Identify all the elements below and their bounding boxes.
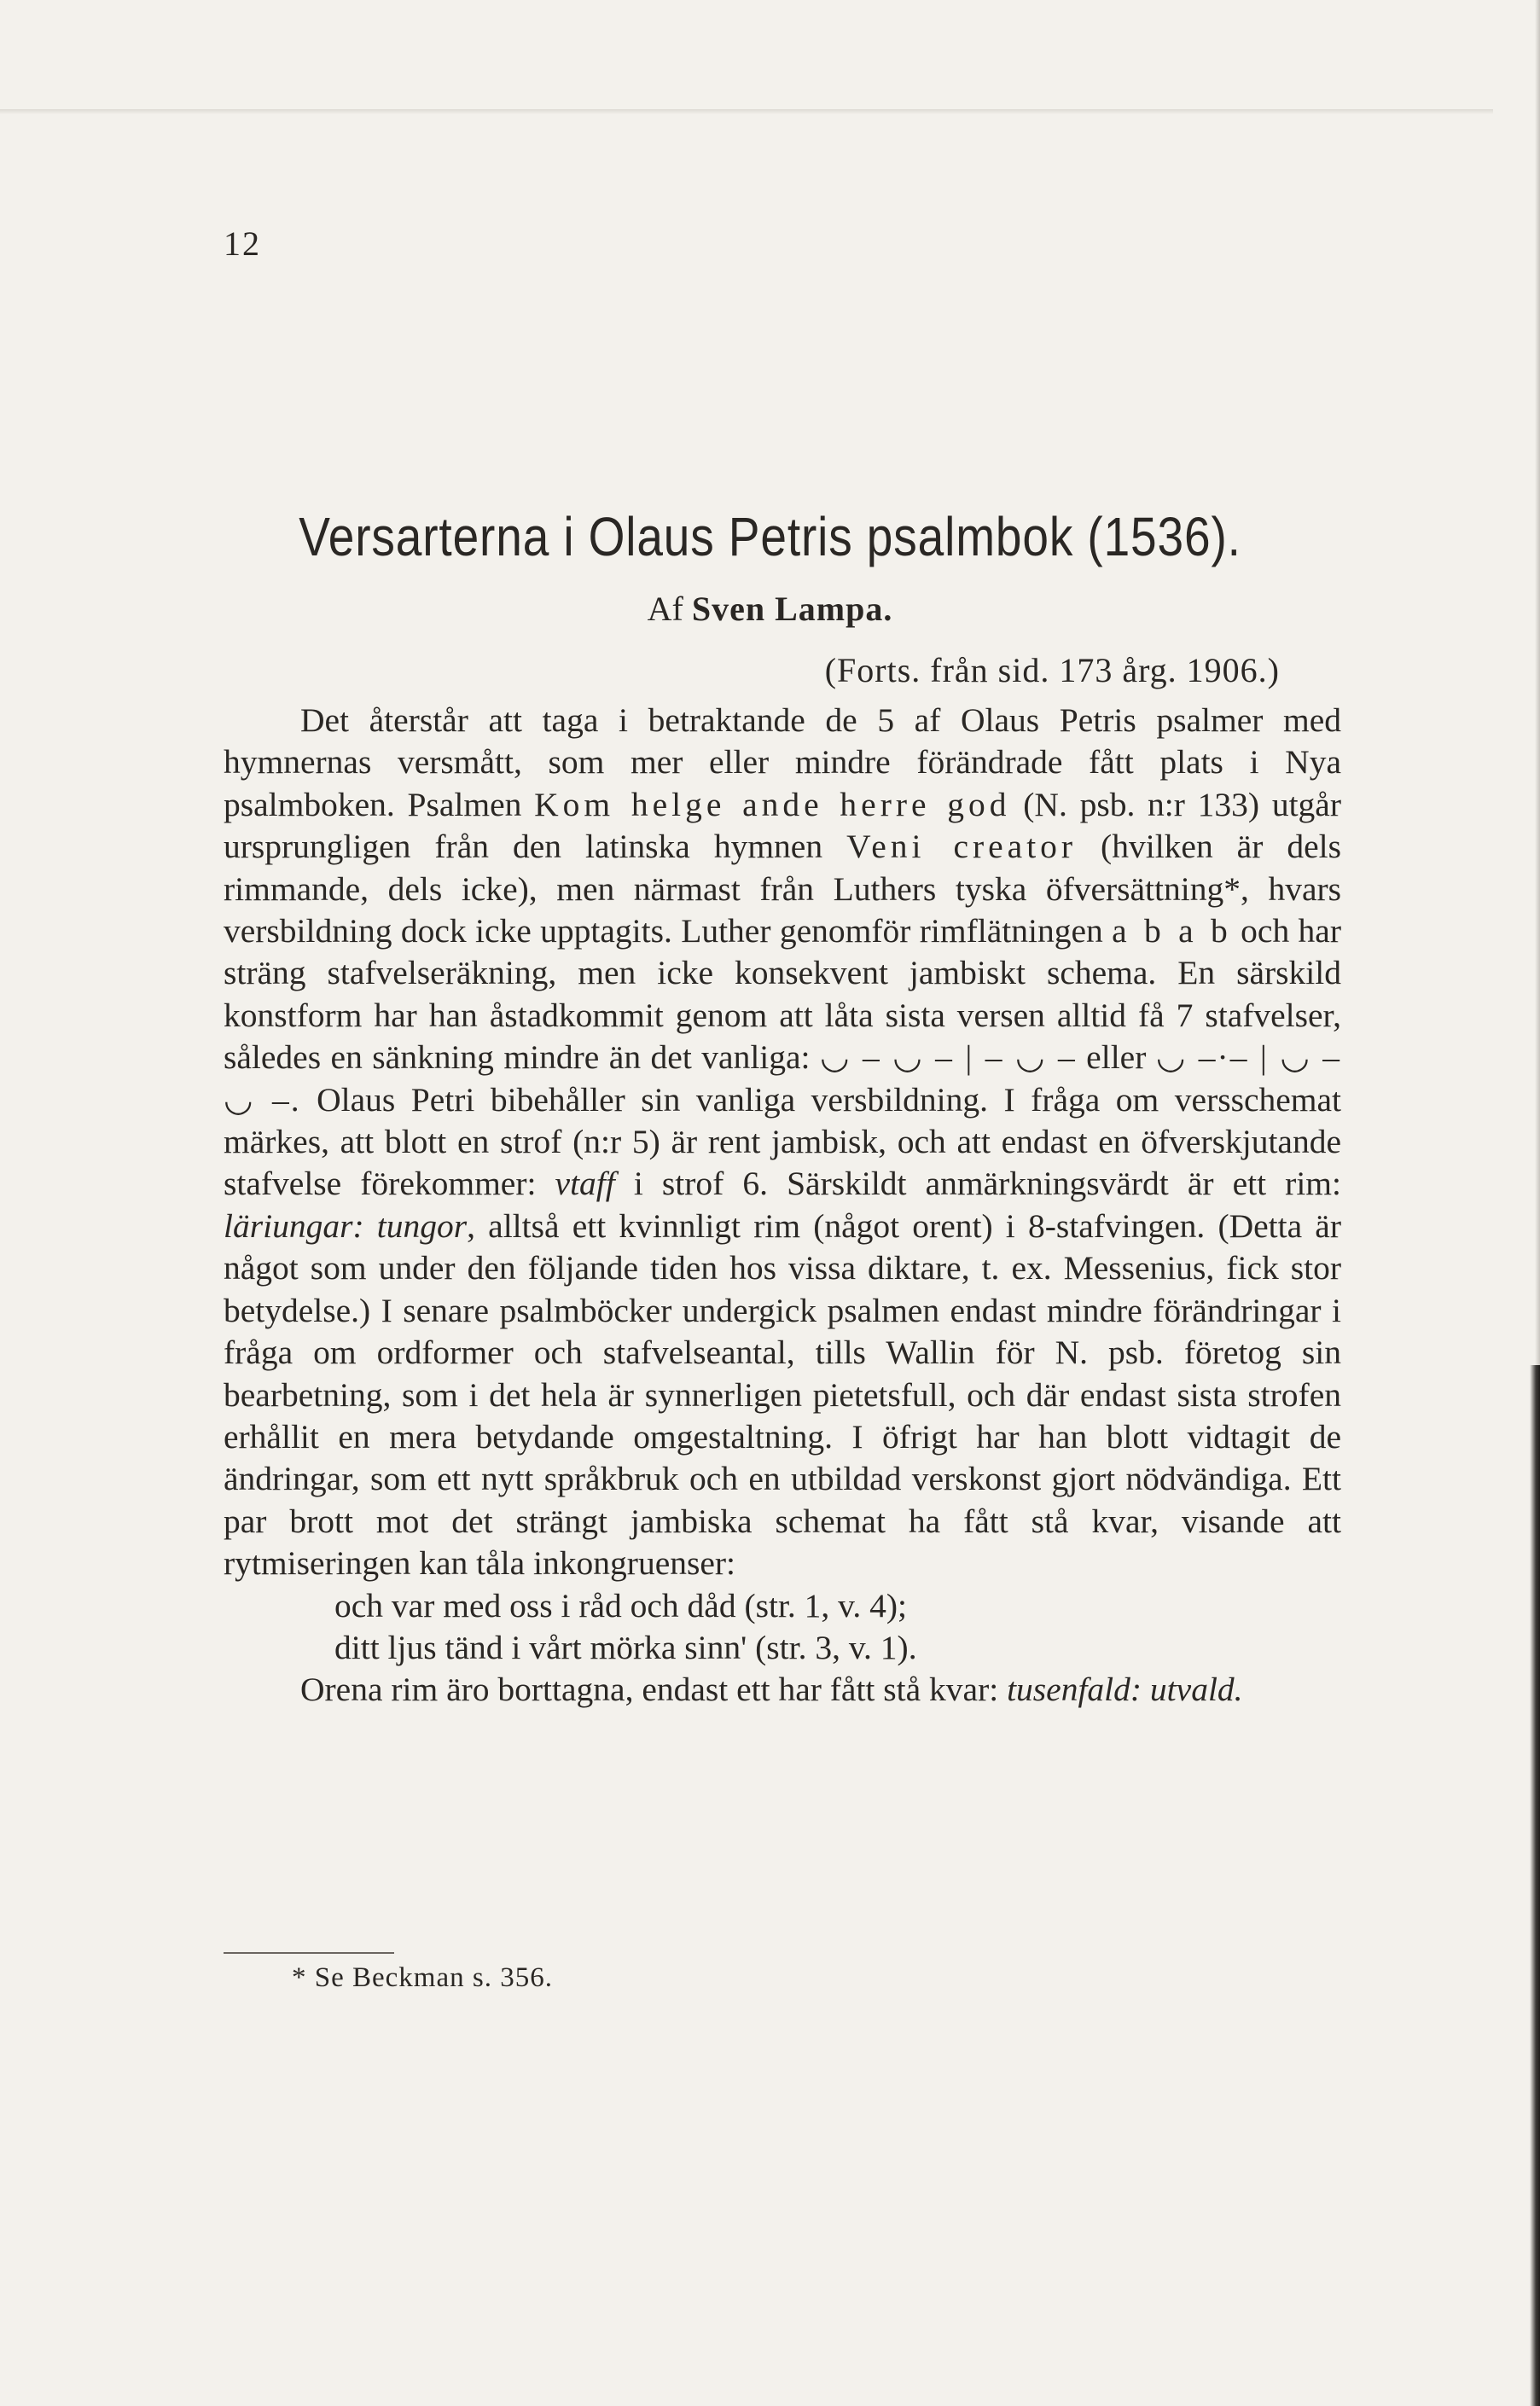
verse-line-1: och var med oss i råd och dåd (str. 1, v. 4); — [334, 1586, 907, 1624]
text-run: (hvilken är dels rimmande, dels icke), men närmast från Luthers tyska öfversättning*, hvars versbildning dock icke upptagits. Luther genomför rimflätningen — [224, 828, 1341, 950]
example-word-vtaff: vtaff — [555, 1165, 615, 1203]
paragraph-2 — [224, 1669, 1341, 1711]
metrical-scheme-1: ◡ – ◡ – | – ◡ – — [820, 1038, 1077, 1077]
text-run: i strof 6. Särskildt anmärkningsvärdt är ett rim: — [614, 1165, 1341, 1203]
hymn-title-kom-helge: Kom helge ande herre god — [534, 785, 1011, 823]
footnote: * Se Beckman s. 356. — [292, 1962, 553, 1993]
text-run: Olaus Petri bibehåller sin vanliga versbildning. I fråga om versschemat märkes, att blott en strof (n:r 5) är rent jambisk, och att endast en öfverskjutande stafvelse förekommer: — [224, 1080, 1342, 1203]
hymn-title-veni-creator: Veni creator — [846, 828, 1078, 866]
rhyme-scheme: a b a b — [1112, 912, 1232, 950]
metrical-scheme-2: ◡ –·– | ◡ – ◡ –. — [224, 1038, 1342, 1119]
scan-artifact-top — [0, 109, 1493, 114]
article-title: Versarterna i Olaus Petris psalmbok (1536). — [299, 506, 1241, 567]
continuation-note: (Forts. från sid. 173 årg. 1906.) — [824, 651, 1280, 689]
text-run: eller — [1076, 1038, 1156, 1077]
text-run: Det återstår att taga i betraktande de 5 af Olaus Petris psalmer med hymnernas versmått, som mer eller mindre förändrade fått plats i Nya psalmboken. Psalmen — [224, 701, 1341, 823]
example-rhyme: läriungar: tungor — [224, 1206, 468, 1245]
article-body — [224, 700, 1341, 1712]
text-run: Orena rim äro borttagna, endast ett har fått stå kvar: — [300, 1671, 1008, 1709]
text-run: , alltså ett kvinnligt rim (något orent) i 8-stafvingen. (Detta är något som under den följande tiden hos vissa diktare, t. ex. Messenius, fick stor betydelse.) I senare psalmböcker undergick psalmen endast mindre förändringar i fråga om ordformer och stafvelseantal, tills Wallin för N. psb. företog sin bearbetning, som i det hela är synnerligen pietetsfull, och där endast sista strofen erhållit en mera betydande omgestaltning. I öfrigt har han blott vidtagit de ändringar, som ett nytt språkbruk och en utbildad verskonst gjort nödvändiga. Ett par brott mot det strängt jambiska schemat ha fått stå kvar, visande att rytmiseringen kan tåla inkongruenser: — [224, 1206, 1341, 1583]
scan-edge-shadow — [1535, 0, 1540, 1365]
author-name: Sven Lampa. — [691, 590, 893, 628]
scan-edge-dark — [1530, 1365, 1540, 2406]
byline — [0, 589, 1540, 629]
example-rhyme-tusenfald: tusenfald: utvald. — [1007, 1671, 1243, 1709]
verse-quotation — [334, 1585, 1341, 1670]
byline-prefix: Af — [647, 590, 683, 628]
footnote-divider — [224, 1952, 394, 1954]
text-run: och har sträng stafvelseräkning, men icke konsekvent jambiskt schema. En särskild konstform har han åstadkommit genom att låta sista versen alltid få 7 stafvelser, således en sänkning mindre än det vanliga: — [224, 912, 1341, 1077]
paragraph-1 — [224, 700, 1341, 1585]
verse-line-2: ditt ljus tänd i vårt mörka sinn' (str. 3, v. 1). — [334, 1628, 917, 1666]
page-number: 12 — [224, 224, 261, 263]
text-run: (N. psb. n:r 133) utgår ursprungligen från den latinska hymnen — [224, 785, 1341, 866]
